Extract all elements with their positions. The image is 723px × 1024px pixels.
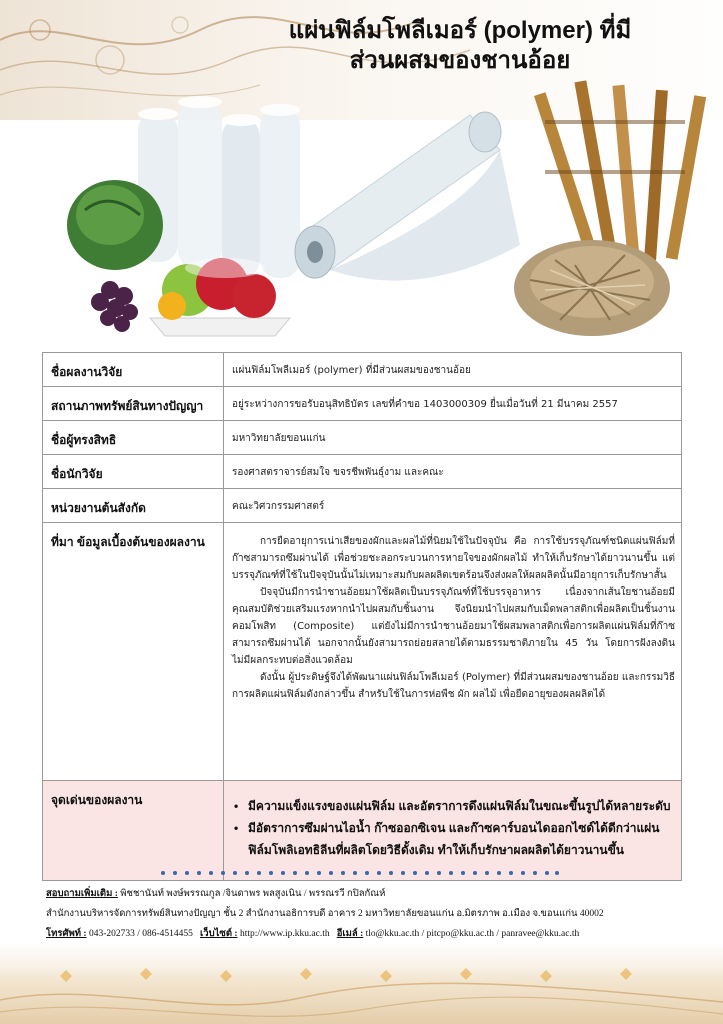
researcher-value: รองศาสตราจารย์สมใจ ขจรชีพพันธุ์งาม และคณะ <box>224 455 682 489</box>
web-link[interactable]: http://www.ip.kku.ac.th <box>239 929 330 939</box>
sugarcane-image <box>534 80 706 260</box>
research-info-table <box>42 352 682 881</box>
table-row <box>43 523 682 781</box>
grapes-image <box>91 281 138 332</box>
ip-status-label: สถานภาพทรัพย์สินทางปัญญา <box>43 387 224 421</box>
research-title-label: ชื่อผลงานวิจัย <box>43 353 224 387</box>
background-paragraph-2: ปัจจุบันมีการนำชานอ้อยมาใช้ผลิตเป็นบรรจุภัณฑ์ที่ใช้บรรจุอาหาร เนื่องจากเส้นใยชานอ้อยมีคุณสมบัติช่วยเสริมแรงหากนำไปผสมกับชิ้นงาน จึงนิยมนำไปผสมกับเม็ดพลาสติกเพื่อผลิตเป็นชิ้นงานคอมโพสิท (Composite) แต่ยังไม่มีการนำชานอ้อยมาใช้ผสมพลาสติกเพื่อการผลิตแผ่นฟิล์มที่ก๊าซสามารถซึมผ่านได้ นอกจากนั้นยังสามารถย่อยสลายได้ตามธรรมชาติภายใน 45 วัน โดยการฝังลงดิน ไม่มีผลกระทบต่อสิ่งแวดล้อม <box>232 587 675 666</box>
dotted-divider <box>160 870 560 876</box>
background-paragraph-1: การยืดอายุการเน่าเสียของผักและผลไม้ที่นิยมใช้ในปัจจุบัน คือ การใช้บรรจุภัณฑ์ชนิดแผ่นฟิล์มที่ก๊าซสามารถซึมผ่านได้ เพื่อช่วยชะลอกระบวนการหายใจของผักผลไม้ ทำให้เก็บรักษาได้ยาวนานขึ้น แต่บรรจุภัณฑ์ที่ใช้ในปัจจุบันนั้นไม่เหมาะสมกับผลผลิตเขตร้อนจึงส่งผลให้ผลผลิตนั้นมีอายุการเก็บรักษาสั้น <box>232 536 675 581</box>
highlights-cell <box>224 781 682 881</box>
researcher-label: ชื่อนักวิจัย <box>43 455 224 489</box>
title-line-2: ส่วนผสมของชานอ้อย <box>349 47 571 74</box>
highlights-label: จุดเด่นของผลงาน <box>43 781 224 881</box>
title-line-1: แผ่นฟิล์มโพลีเมอร์ (polymer) ที่มี <box>288 17 632 44</box>
background-paragraph-3: ดังนั้น ผู้ประดิษฐ์จึงได้พัฒนาแผ่นฟิล์มโพลีเมอร์ (Polymer) ที่มีส่วนผสมของชานอ้อย และกรรมวิธีการผลิตแผ่นฟิล์มดังกล่าวขึ้น สำหรับใช้ในการห่อพืช ผัก ผลไม้ เพื่อยืดอายุของผลผลิตได้ <box>232 672 675 700</box>
contact-row <box>46 884 686 904</box>
contact-names: พิชชานันท์ พงษ์พรรณกูล /จินดาพร พลสูงเนิน / พรรณรวี กปิลกัณห์ <box>120 889 386 899</box>
web-label: เว็บไซต์ : <box>200 929 238 939</box>
ip-status-value: อยู่ระหว่างการขอรับอนุสิทธิบัตร เลขที่คำขอ 1403000309 ยื่นเมื่อวันที่ 21 มีนาคม 2557 <box>224 387 682 421</box>
office-row: สำนักงานบริหารจัดการทรัพย์สินทางปัญญา ชั้น 2 สำนักงานอธิการบดี อาคาร 2 มหาวิทยาลัยขอนแก่น อ.มิตรภาพ อ.เมือง จ.ขอนแก่น 40002 <box>46 909 604 919</box>
decorative-bottom-banner <box>0 940 723 1024</box>
bagasse-pile-image <box>514 240 670 336</box>
background-text <box>224 523 682 781</box>
table-row <box>43 421 682 455</box>
patent-owner-label: ชื่อผู้ทรงสิทธิ <box>43 421 224 455</box>
film-rolls-stack-image <box>138 96 300 278</box>
header-banner <box>0 0 723 350</box>
table-row <box>43 353 682 387</box>
email-link[interactable]: tlo@kku.ac.th / pitcpo@kku.ac.th / panravee@kku.ac.th <box>365 929 580 939</box>
highlight-text-1: มีความแข็งแรงของแผ่นฟิล์ม และอัตราการดึงแผ่นฟิล์มในขณะขึ้นรูปได้หลายระดับ <box>248 799 671 813</box>
background-label: ที่มา ข้อมูลเบื้องต้นของผลงาน <box>43 523 224 781</box>
contact-label: สอบถามเพิ่มเติม : <box>46 889 118 899</box>
email-label: อีเมล์ : <box>336 929 364 939</box>
phone-value: 043-202733 / 086-4514455 <box>88 929 193 939</box>
table-row <box>43 387 682 421</box>
list-item <box>232 795 675 817</box>
affiliation-label: หน่วยงานต้นสังกัด <box>43 489 224 523</box>
page-title <box>230 16 690 76</box>
research-title-value: แผ่นฟิล์มโพลีเมอร์ (polymer) ที่มีส่วนผสมของชานอ้อย <box>224 353 682 387</box>
table-row <box>43 489 682 523</box>
highlight-text-2: มีอัตราการซึมผ่านไอน้ำ ก๊าซออกซิเจน และก๊าซคาร์บอนไดออกไซด์ได้ดีกว่าแผ่นฟิล์มโพลิเอทธิลีนที่ผลิตโดยวิธีดั้งเดิม ทำให้เก็บรักษาผลผลิตได้ยาวนานขึ้น <box>248 821 660 857</box>
plastic-film-roll-image <box>295 112 520 281</box>
list-item <box>232 817 675 861</box>
contact-footer <box>46 884 686 944</box>
bullet-icon: • <box>234 821 239 835</box>
patent-owner-value: มหาวิทยาลัยขอนแก่น <box>224 421 682 455</box>
table-row <box>43 455 682 489</box>
table-row <box>43 781 682 881</box>
highlights-list <box>232 791 675 861</box>
bullet-icon: • <box>234 799 239 813</box>
cabbage-image <box>67 180 163 270</box>
affiliation-value: คณะวิศวกรรมศาสตร์ <box>224 489 682 523</box>
phone-label: โทรศัพท์ : <box>46 929 87 939</box>
